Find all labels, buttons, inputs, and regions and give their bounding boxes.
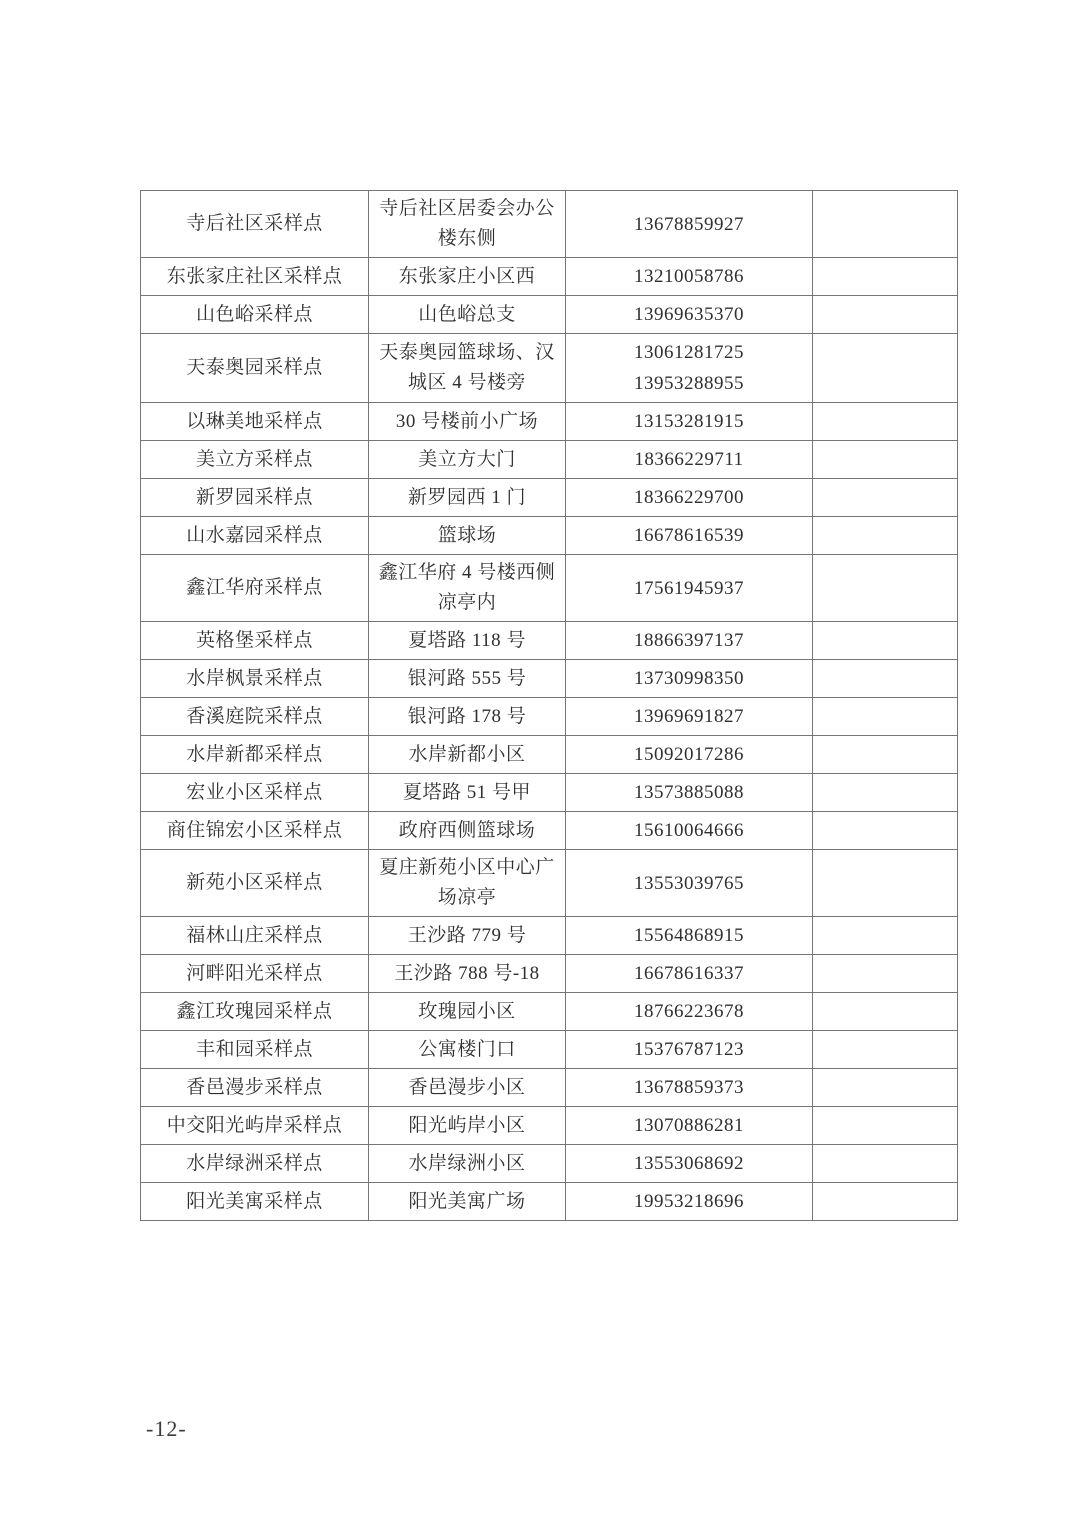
empty-cell bbox=[813, 1145, 958, 1183]
site-name-cell: 香溪庭院采样点 bbox=[141, 698, 369, 736]
empty-cell bbox=[813, 850, 958, 917]
phone-cell bbox=[566, 258, 813, 296]
phone-number: 15610064666 bbox=[634, 820, 744, 841]
empty-cell bbox=[813, 479, 958, 517]
phone-number: 13969691827 bbox=[634, 706, 744, 727]
table-row bbox=[141, 993, 958, 1031]
phone-number: 13953288955 bbox=[634, 373, 744, 394]
location-cell: 夏塔路 118 号 bbox=[369, 622, 566, 660]
site-name-cell: 新苑小区采样点 bbox=[141, 850, 369, 917]
site-name-cell: 水岸枫景采样点 bbox=[141, 660, 369, 698]
empty-cell bbox=[813, 812, 958, 850]
location-cell: 美立方大门 bbox=[369, 441, 566, 479]
phone-cell bbox=[566, 812, 813, 850]
location-cell: 银河路 555 号 bbox=[369, 660, 566, 698]
location-cell: 阳光屿岸小区 bbox=[369, 1107, 566, 1145]
phone-cell bbox=[566, 296, 813, 334]
location-cell: 水岸新都小区 bbox=[369, 736, 566, 774]
location-cell: 水岸绿洲小区 bbox=[369, 1145, 566, 1183]
phone-cell bbox=[566, 555, 813, 622]
table-row bbox=[141, 555, 958, 622]
location-cell: 新罗园西 1 门 bbox=[369, 479, 566, 517]
phone-cell bbox=[566, 1145, 813, 1183]
table-row bbox=[141, 479, 958, 517]
phone-cell bbox=[566, 334, 813, 403]
table-row bbox=[141, 191, 958, 258]
table-row bbox=[141, 517, 958, 555]
phone-number: 13730998350 bbox=[634, 668, 744, 689]
site-name-cell: 香邑漫步采样点 bbox=[141, 1069, 369, 1107]
site-name-cell: 鑫江玫瑰园采样点 bbox=[141, 993, 369, 1031]
location-cell: 鑫江华府 4 号楼西侧凉亭内 bbox=[369, 555, 566, 622]
table-row bbox=[141, 917, 958, 955]
table-row bbox=[141, 622, 958, 660]
table-row bbox=[141, 1031, 958, 1069]
phone-cell bbox=[566, 403, 813, 441]
phone-number: 15376787123 bbox=[634, 1039, 744, 1060]
phone-number: 15564868915 bbox=[634, 925, 744, 946]
phone-cell bbox=[566, 1031, 813, 1069]
location-cell: 王沙路 779 号 bbox=[369, 917, 566, 955]
empty-cell bbox=[813, 698, 958, 736]
empty-cell bbox=[813, 258, 958, 296]
empty-cell bbox=[813, 955, 958, 993]
table-row bbox=[141, 1183, 958, 1221]
phone-number: 13573885088 bbox=[634, 782, 744, 803]
phone-number: 13553068692 bbox=[634, 1153, 744, 1174]
phone-number: 19953218696 bbox=[634, 1191, 744, 1212]
sampling-points-table bbox=[140, 190, 958, 1221]
table-row bbox=[141, 1145, 958, 1183]
empty-cell bbox=[813, 334, 958, 403]
table-row bbox=[141, 296, 958, 334]
location-cell: 寺后社区居委会办公楼东侧 bbox=[369, 191, 566, 258]
phone-number: 13678859927 bbox=[634, 213, 744, 235]
empty-cell bbox=[813, 917, 958, 955]
site-name-cell: 水岸新都采样点 bbox=[141, 736, 369, 774]
phone-number: 13553039765 bbox=[634, 872, 744, 894]
empty-cell bbox=[813, 555, 958, 622]
table-row bbox=[141, 1107, 958, 1145]
empty-cell bbox=[813, 296, 958, 334]
phone-number: 18366229711 bbox=[634, 449, 744, 470]
empty-cell bbox=[813, 622, 958, 660]
location-cell: 篮球场 bbox=[369, 517, 566, 555]
location-cell: 香邑漫步小区 bbox=[369, 1069, 566, 1107]
site-name-cell: 英格堡采样点 bbox=[141, 622, 369, 660]
table-row bbox=[141, 334, 958, 403]
empty-cell bbox=[813, 517, 958, 555]
table-row bbox=[141, 1069, 958, 1107]
phone-cell bbox=[566, 1183, 813, 1221]
site-name-cell: 鑫江华府采样点 bbox=[141, 555, 369, 622]
table-row bbox=[141, 258, 958, 296]
table-row bbox=[141, 403, 958, 441]
phone-number: 13153281915 bbox=[634, 411, 744, 432]
phone-cell bbox=[566, 774, 813, 812]
empty-cell bbox=[813, 993, 958, 1031]
empty-cell bbox=[813, 660, 958, 698]
site-name-cell: 美立方采样点 bbox=[141, 441, 369, 479]
phone-cell bbox=[566, 622, 813, 660]
phone-cell bbox=[566, 955, 813, 993]
empty-cell bbox=[813, 191, 958, 258]
phone-number: 13070886281 bbox=[634, 1115, 744, 1136]
empty-cell bbox=[813, 403, 958, 441]
empty-cell bbox=[813, 1031, 958, 1069]
location-cell: 王沙路 788 号-18 bbox=[369, 955, 566, 993]
site-name-cell: 东张家庄社区采样点 bbox=[141, 258, 369, 296]
empty-cell bbox=[813, 1183, 958, 1221]
location-cell: 天泰奥园篮球场、汉城区 4 号楼旁 bbox=[369, 334, 566, 403]
phone-cell bbox=[566, 1107, 813, 1145]
phone-cell bbox=[566, 917, 813, 955]
phone-cell bbox=[566, 850, 813, 917]
phone-number: 13210058786 bbox=[634, 266, 744, 287]
site-name-cell: 寺后社区采样点 bbox=[141, 191, 369, 258]
phone-number: 16678616337 bbox=[634, 963, 744, 984]
site-name-cell: 福林山庄采样点 bbox=[141, 917, 369, 955]
location-cell: 30 号楼前小广场 bbox=[369, 403, 566, 441]
table-row bbox=[141, 774, 958, 812]
phone-cell bbox=[566, 993, 813, 1031]
location-cell: 东张家庄小区西 bbox=[369, 258, 566, 296]
site-name-cell: 以琳美地采样点 bbox=[141, 403, 369, 441]
phone-number: 13061281725 bbox=[634, 342, 744, 363]
empty-cell bbox=[813, 441, 958, 479]
empty-cell bbox=[813, 1107, 958, 1145]
location-cell: 夏庄新苑小区中心广场凉亭 bbox=[369, 850, 566, 917]
empty-cell bbox=[813, 1069, 958, 1107]
location-cell: 政府西侧篮球场 bbox=[369, 812, 566, 850]
phone-number: 13678859373 bbox=[634, 1077, 744, 1098]
site-name-cell: 宏业小区采样点 bbox=[141, 774, 369, 812]
table-row bbox=[141, 441, 958, 479]
table-row bbox=[141, 698, 958, 736]
phone-cell bbox=[566, 441, 813, 479]
phone-cell bbox=[566, 698, 813, 736]
location-cell: 玫瑰园小区 bbox=[369, 993, 566, 1031]
phone-cell bbox=[566, 660, 813, 698]
site-name-cell: 商住锦宏小区采样点 bbox=[141, 812, 369, 850]
site-name-cell: 阳光美寓采样点 bbox=[141, 1183, 369, 1221]
site-name-cell: 中交阳光屿岸采样点 bbox=[141, 1107, 369, 1145]
table-row bbox=[141, 660, 958, 698]
location-cell: 夏塔路 51 号甲 bbox=[369, 774, 566, 812]
location-cell: 阳光美寓广场 bbox=[369, 1183, 566, 1221]
page-number: -12- bbox=[146, 1416, 187, 1441]
phone-number: 18866397137 bbox=[634, 630, 744, 651]
site-name-cell: 新罗园采样点 bbox=[141, 479, 369, 517]
site-name-cell: 河畔阳光采样点 bbox=[141, 955, 369, 993]
phone-number: 16678616539 bbox=[634, 525, 744, 546]
phone-number: 13969635370 bbox=[634, 304, 744, 325]
location-cell: 银河路 178 号 bbox=[369, 698, 566, 736]
sampling-points-table-body bbox=[141, 191, 958, 1221]
phone-cell bbox=[566, 191, 813, 258]
table-row bbox=[141, 736, 958, 774]
table-row bbox=[141, 850, 958, 917]
phone-cell bbox=[566, 517, 813, 555]
table-row bbox=[141, 812, 958, 850]
phone-cell bbox=[566, 479, 813, 517]
empty-cell bbox=[813, 774, 958, 812]
phone-number: 18366229700 bbox=[634, 487, 744, 508]
table-row bbox=[141, 955, 958, 993]
site-name-cell: 天泰奥园采样点 bbox=[141, 334, 369, 403]
phone-number: 15092017286 bbox=[634, 744, 744, 765]
site-name-cell: 丰和园采样点 bbox=[141, 1031, 369, 1069]
phone-cell bbox=[566, 1069, 813, 1107]
phone-number: 17561945937 bbox=[634, 577, 744, 599]
phone-number: 18766223678 bbox=[634, 1001, 744, 1022]
site-name-cell: 水岸绿洲采样点 bbox=[141, 1145, 369, 1183]
site-name-cell: 山色峪采样点 bbox=[141, 296, 369, 334]
location-cell: 山色峪总支 bbox=[369, 296, 566, 334]
empty-cell bbox=[813, 736, 958, 774]
phone-cell bbox=[566, 736, 813, 774]
location-cell: 公寓楼门口 bbox=[369, 1031, 566, 1069]
site-name-cell: 山水嘉园采样点 bbox=[141, 517, 369, 555]
